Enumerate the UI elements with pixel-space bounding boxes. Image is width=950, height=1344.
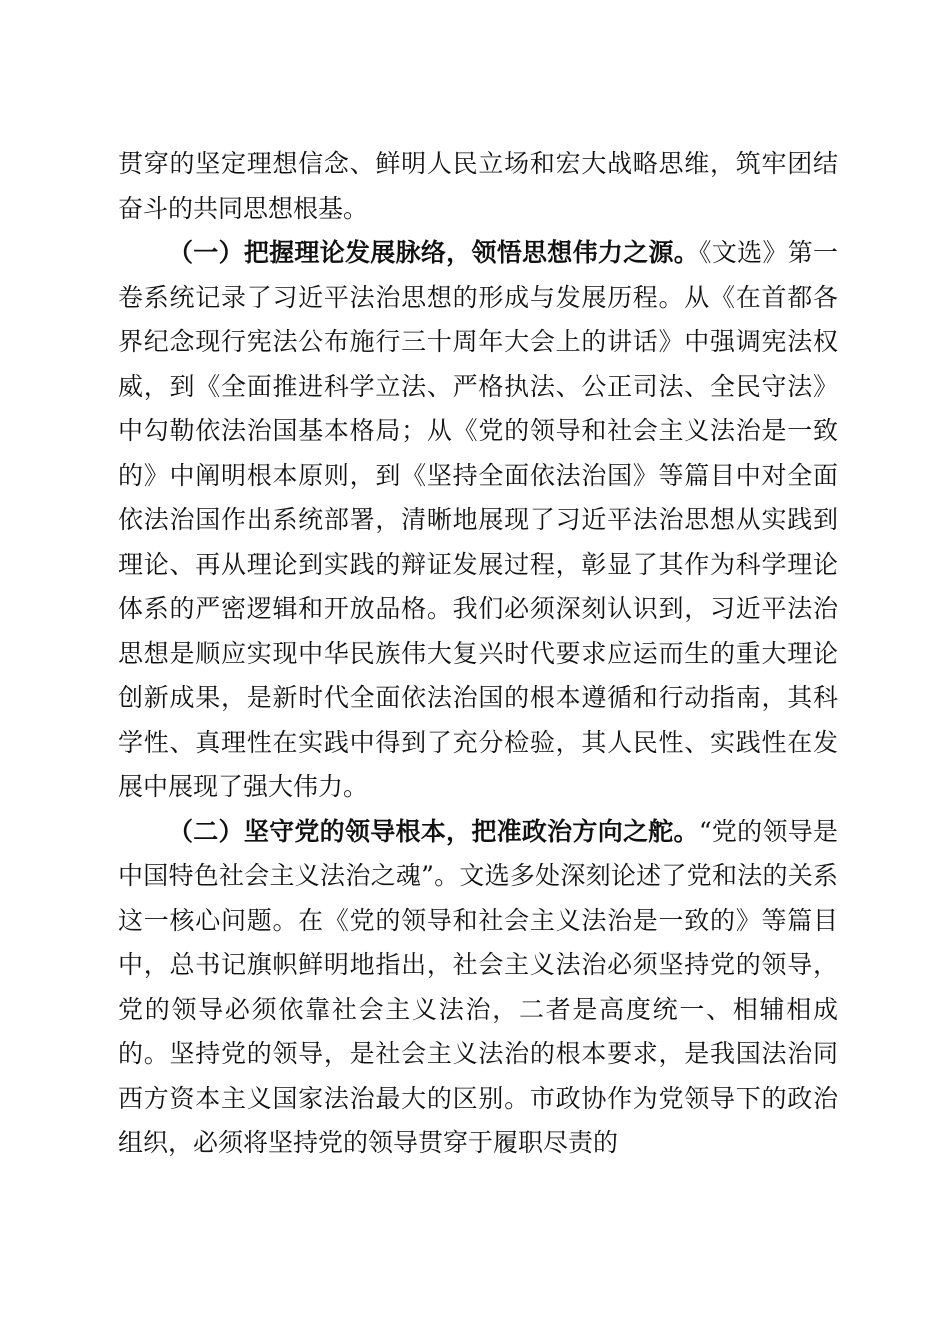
paragraph-body: 《文选》第一卷系统记录了习近平法治思想的形成与发展历程。从《在首都各界纪念现行宪法公布施行三十周年大会上的讲话》中强调宪法权威，到《全面推进科学立法、严格执法、公正司法、全民守法》中勾勒依法治国基本格局；从《党的领导和社会主义法治是一致的》中阐明根本原则，到《坚持全面依法治国》等篇目中对全面依法治国作出系统部署，清晰地展现了习近平法治思想从实践到理论、再从理论到实践的辩证发展过程，彰显了其作为科学理论体系的严密逻辑和开放品格。我们必须深刻认识到，习近平法治思想是顺应实现中华民族伟大复兴时代要求应运而生的重大理论创新成果，是新时代全面依法治国的根本遵循和行动指南，其科学性、真理性在实践中得到了充分检验，其人民性、实践性在发展中展现了强大伟力。: [118, 238, 838, 801]
paragraph-continuation: [118, 142, 838, 231]
body-text: [118, 142, 838, 1166]
paragraph-section-1: [118, 231, 838, 810]
paragraph-section-2: [118, 810, 838, 1166]
section-heading: （一）把握理论发展脉络，领悟思想伟力之源。: [168, 238, 700, 267]
paragraph-body: 贯穿的坚定理想信念、鲜明人民立场和宏大战略思维，筑牢团结奋斗的共同思想根基。: [118, 149, 838, 223]
paragraph-body: “党的领导是中国特色社会主义法治之魂”。文选多处深刻论述了党和法的关系这一核心问题。在《党的领导和社会主义法治是一致的》等篇目中，总书记旗帜鲜明地指出，社会主义法治必须坚持党的领导，党的领导必须依靠社会主义法治，二者是高度统一、相辅相成的。坚持党的领导，是社会主义法治的根本要求，是我国法治同西方资本主义国家法治最大的区别。市政协作为党领导下的政治组织，必须将坚持党的领导贯穿于履职尽责的: [118, 816, 838, 1157]
section-heading: （二）坚守党的领导根本，把准政治方向之舵。: [168, 816, 699, 846]
